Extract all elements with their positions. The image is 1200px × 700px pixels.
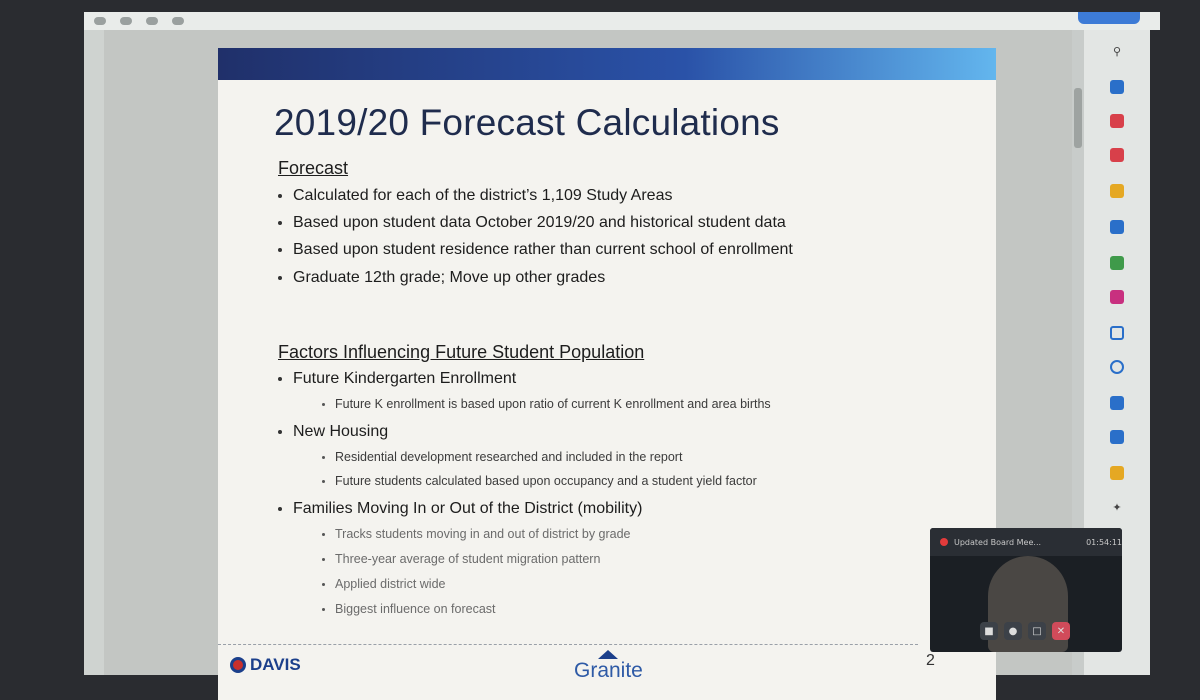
fill-sign-icon[interactable] (1110, 396, 1124, 410)
granite-logo: Granite (574, 650, 643, 683)
call-title: Updated Board Mee... (954, 537, 1042, 547)
forecast-heading: Forecast (278, 158, 349, 178)
sub-list-item: Future students calculated based upon occupancy and a student yield factor (322, 474, 757, 488)
toolbar-icon[interactable] (94, 17, 106, 25)
sub-list-item: Applied district wide (322, 577, 445, 591)
pdf-icon[interactable] (1110, 80, 1124, 94)
mountain-icon (598, 650, 618, 659)
list-item: Graduate 12th grade; Move up other grades (278, 269, 605, 287)
app-toolbar (84, 12, 1160, 30)
sub-list-item: Three-year average of student migration pattern (322, 552, 600, 566)
list-item: Based upon student residence rather than current school of enrollment (278, 241, 793, 259)
tool-icon[interactable]: ✦ (1112, 500, 1122, 514)
sub-list-item: Future K enrollment is based upon ratio of current K enrollment and area births (322, 397, 771, 411)
slide-page (218, 80, 996, 700)
compress-icon[interactable] (1110, 256, 1124, 270)
sub-list-item: Biggest influence on forecast (322, 602, 496, 616)
list-item: New Housing (278, 423, 388, 441)
footer-divider (218, 644, 918, 645)
recording-icon (940, 538, 948, 546)
share-icon[interactable] (1110, 220, 1124, 234)
export-icon[interactable] (1110, 148, 1124, 162)
slide-number: 2 (926, 652, 935, 669)
screen-share-icon[interactable]: □ (1028, 622, 1046, 640)
sub-list-item: Tracks students moving in and out of district by grade (322, 527, 631, 541)
call-controls (980, 622, 1070, 640)
video-call-overlay[interactable] (930, 528, 1122, 652)
sign-icon[interactable] (1110, 290, 1124, 304)
protect-icon[interactable] (1110, 326, 1124, 340)
microphone-icon[interactable]: ● (1004, 622, 1022, 640)
davis-logo-icon (230, 657, 246, 673)
camera-icon[interactable]: ■ (980, 622, 998, 640)
toolbar-icon[interactable] (120, 17, 132, 25)
davis-logo: DAVIS (230, 655, 301, 675)
slide-title: 2019/20 Forecast Calculations (274, 102, 780, 143)
hang-up-icon[interactable]: ✕ (1052, 622, 1070, 640)
document-viewer (104, 30, 1072, 682)
zoom-icon[interactable]: ⚲ (1112, 44, 1122, 58)
edit-icon[interactable] (1110, 430, 1124, 444)
share-button[interactable] (1078, 12, 1140, 24)
organize-icon[interactable] (1110, 466, 1124, 480)
toolbar-icon[interactable] (172, 17, 184, 25)
list-item: Future Kindergarten Enrollment (278, 370, 516, 388)
comment-icon[interactable] (1110, 184, 1124, 198)
call-timer: 01:54:11 (1086, 537, 1122, 547)
factors-heading: Factors Influencing Future Student Population (278, 342, 645, 362)
list-item: Families Moving In or Out of the District (mobility) (278, 500, 642, 518)
sub-list-item: Residential development researched and included in the report (322, 450, 682, 464)
call-title-bar (930, 528, 1122, 556)
toolbar-icon[interactable] (146, 17, 158, 25)
list-item: Calculated for each of the district’s 1,109 Study Areas (278, 187, 672, 205)
slide-header-bar (218, 48, 996, 80)
redact-icon[interactable] (1110, 360, 1124, 374)
list-item: Based upon student data October 2019/20 and historical student data (278, 214, 786, 232)
layout-icon[interactable] (1110, 114, 1124, 128)
